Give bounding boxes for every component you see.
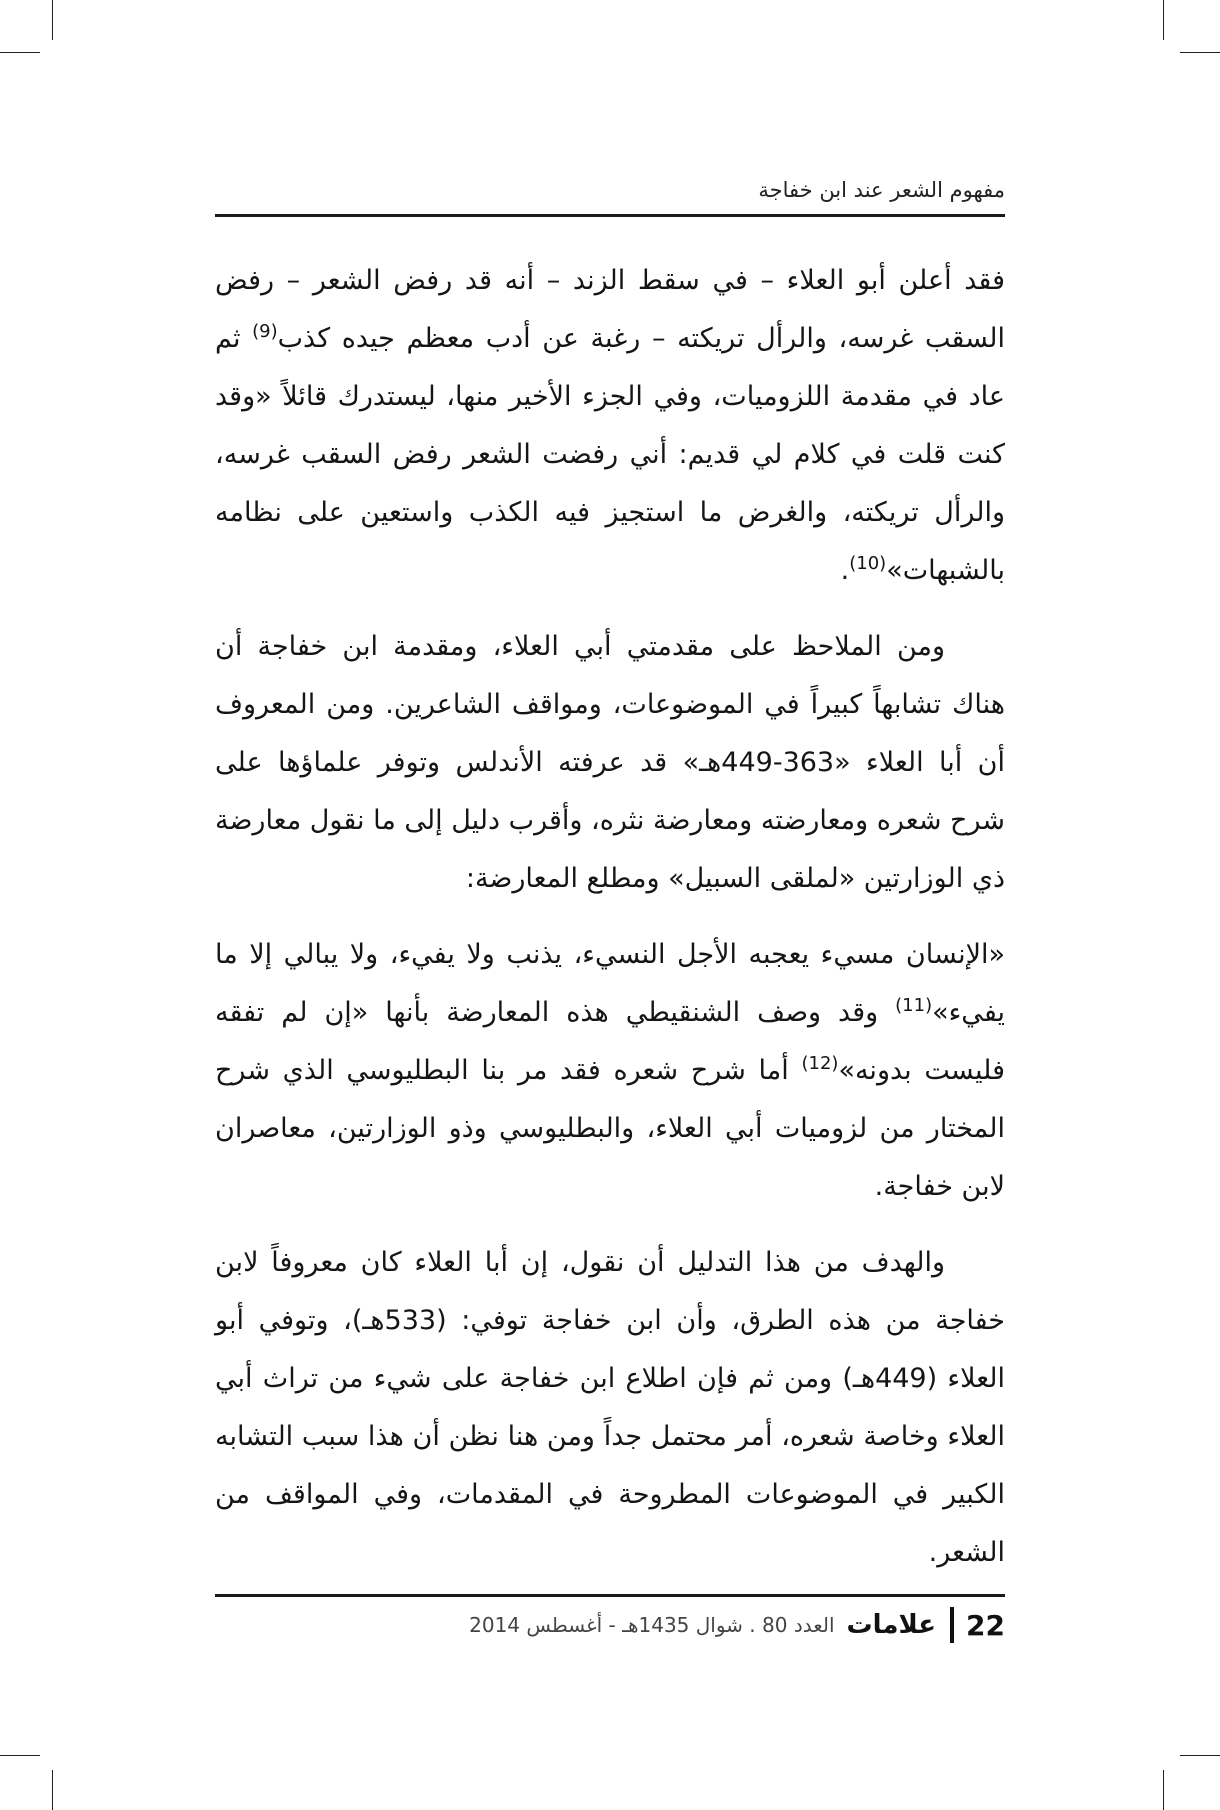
running-header: [215, 170, 1005, 217]
paragraph-text: فقد أعلن أبو العلاء – في سقط الزند – أنه قد رفض الشعر – رفض السقب غرسه، والرأل تريكته – رغبة عن أدب معظم جيده كذب: [215, 265, 1005, 354]
paragraph-text: ثم عاد في مقدمة اللزوميات، وفي الجزء الأخير منها، ليستدرك قائلاً «وقد كنت قلت في كلام لي قديم: أني رفضت الشعر رفض السقب غرسه، والرأل تريكته، والغرض ما استجيز فيه الكذب واستعين على نظامه بالشبهات»: [215, 323, 1005, 586]
crop-mark: [52, 0, 53, 40]
crop-mark: [0, 52, 40, 53]
crop-mark: [1163, 0, 1164, 40]
issue-info: العدد 80 . شوال 1435هـ - أغسطس 2014: [469, 1613, 835, 1637]
footnote-ref: (10): [849, 553, 887, 574]
article-body: [215, 252, 1005, 1600]
crop-mark: [0, 1755, 40, 1756]
running-header-title: مفهوم الشعر عند ابن خفاجة: [758, 178, 1005, 202]
page-footer: [215, 1600, 1005, 1650]
paragraph: [215, 618, 1005, 908]
paragraph-text: أما شرح شعره فقد مر بنا البطليوسي الذي شرح المختار من لزوميات أبي العلاء، والبطليوسي وذو الوزارتين، معاصران لابن خفاجة.: [215, 1055, 1005, 1202]
paragraph-text: «الإنسان مسيء يعجبه الأجل النسيء، يذنب ولا يفيء، ولا يبالي إلا ما يفيء»: [215, 939, 1005, 1028]
page-number: 22: [966, 1608, 1005, 1642]
crop-mark: [52, 1770, 53, 1810]
paragraph-text: .: [840, 555, 850, 586]
crop-mark: [1180, 1755, 1220, 1756]
paragraph: [215, 252, 1005, 600]
footnote-ref: (9): [252, 321, 278, 342]
footnote-ref: (12): [801, 1053, 839, 1074]
footer-divider: [950, 1607, 954, 1643]
footer-rule: [215, 1594, 1005, 1597]
paragraph: [215, 926, 1005, 1216]
crop-mark: [1163, 1770, 1164, 1810]
paragraph: [215, 1234, 1005, 1582]
paragraph-text: والهدف من هذا التدليل أن نقول، إن أبا العلاء كان معروفاً لابن خفاجة من هذه الطرق، وأن ابن خفاجة توفي: (533هـ)، وتوفي أبو العلاء (449هـ) ومن ثم فإن اطلاع ابن خفاجة على شيء من تراث أبي العلاء وخاصة شعره، أمر محتمل جداً ومن هنا نظن أن هذا سبب التشابه الكبير في الموضوعات المطروحة في المقدمات، وفي المواقف من الشعر.: [215, 1247, 1005, 1568]
paragraph-text: وقد وصف الشنقيطي هذه المعارضة بأنها «إن لم تفقه فليست بدونه»: [215, 997, 1005, 1086]
journal-logo: علامات: [846, 1610, 937, 1640]
crop-mark: [1180, 52, 1220, 53]
paragraph-text: ومن الملاحظ على مقدمتي أبي العلاء، ومقدمة ابن خفاجة أن هناك تشابهاً كبيراً في الموضوعات، ومواقف الشاعرين. ومن المعروف أن أبا العلاء «363-449هـ» قد عرفته الأندلس وتوفر علماؤها على شرح شعره ومعارضته ومعارضة نثره، وأقرب دليل إلى ما نقول معارضة ذي الوزارتين «لملقى السبيل» ومطلع المعارضة:: [215, 631, 1006, 894]
footnote-ref: (11): [895, 995, 933, 1016]
